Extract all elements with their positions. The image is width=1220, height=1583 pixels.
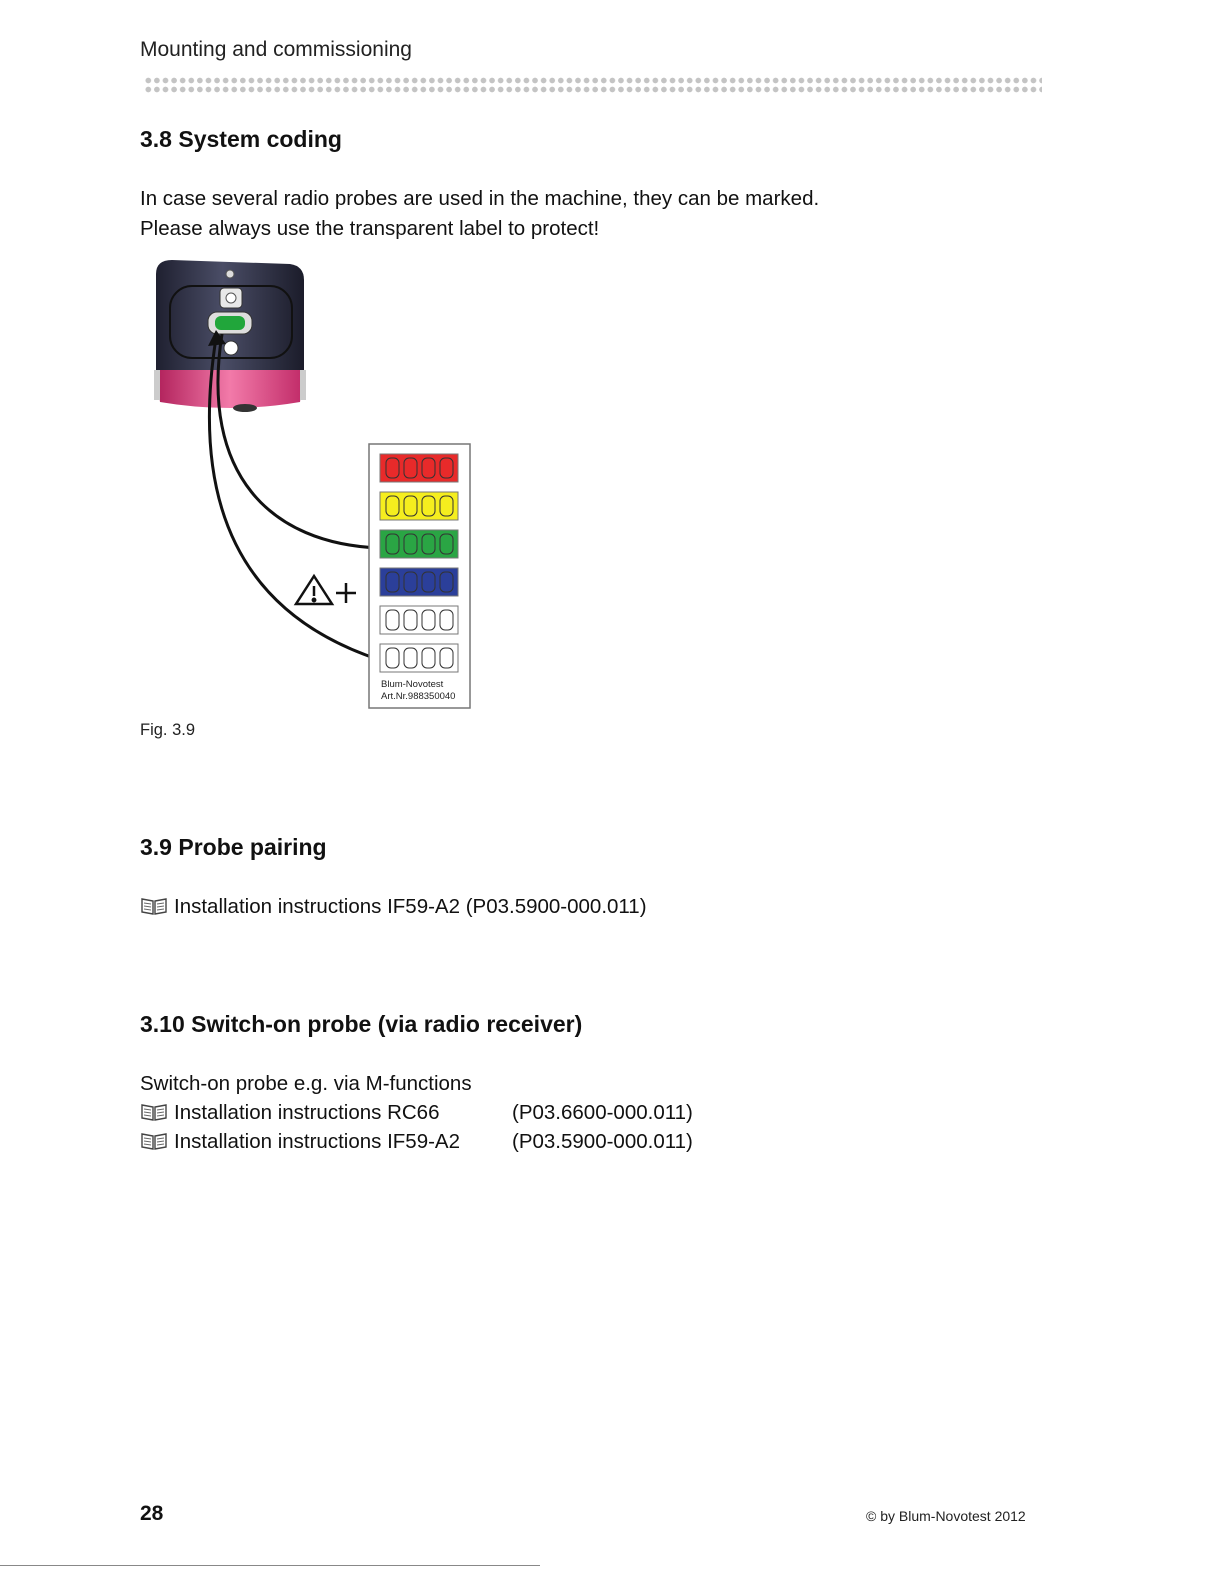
reference-line — [140, 1101, 693, 1125]
color-label-row — [380, 454, 458, 482]
heading-switch-on-probe: 3.10 Switch-on probe (via radio receiver) — [140, 1011, 583, 1037]
paragraph-line: Switch-on probe e.g. via M-functions — [140, 1072, 472, 1095]
reference-line — [140, 895, 647, 919]
page-number: 28 — [140, 1502, 164, 1525]
reference-code: (P03.6600-000.011) — [512, 1101, 693, 1124]
book-icon — [140, 1131, 168, 1151]
color-label-row — [380, 606, 458, 634]
label-article-text: Art.Nr.988350040 — [381, 691, 456, 702]
copyright-notice: © by Blum-Novotest 2012 — [866, 1508, 1026, 1524]
system-coding-figure — [150, 254, 480, 714]
label-brand-text: Blum-Novotest — [381, 679, 444, 690]
color-label-row — [380, 492, 458, 520]
heading-system-coding: 3.8 System coding — [140, 126, 342, 152]
book-icon — [140, 896, 168, 916]
paragraph-line: Please always use the transparent label to protect! — [140, 217, 600, 240]
figure-caption: Fig. 3.9 — [140, 721, 196, 739]
radio-probe-illustration — [154, 260, 306, 412]
reference-text: Installation instructions IF59-A2 (P03.5900-000.011) — [174, 895, 647, 918]
header-dotted-rule — [144, 76, 1042, 94]
bottom-rule — [0, 1565, 540, 1566]
reference-line — [140, 1130, 693, 1154]
plus-icon — [336, 583, 356, 603]
reference-title: Installation instructions IF59-A2 — [174, 1130, 460, 1153]
warning-icon — [296, 576, 332, 604]
color-label-row — [380, 530, 458, 558]
paragraph-line: In case several radio probes are used in the machine, they can be marked. — [140, 187, 820, 210]
color-label-row — [380, 644, 458, 672]
running-header: Mounting and commissioning — [140, 38, 412, 61]
color-label-row — [380, 568, 458, 596]
reference-title: Installation instructions RC66 — [174, 1101, 440, 1124]
reference-code: (P03.5900-000.011) — [512, 1130, 693, 1153]
book-icon — [140, 1102, 168, 1122]
heading-probe-pairing: 3.9 Probe pairing — [140, 834, 327, 860]
